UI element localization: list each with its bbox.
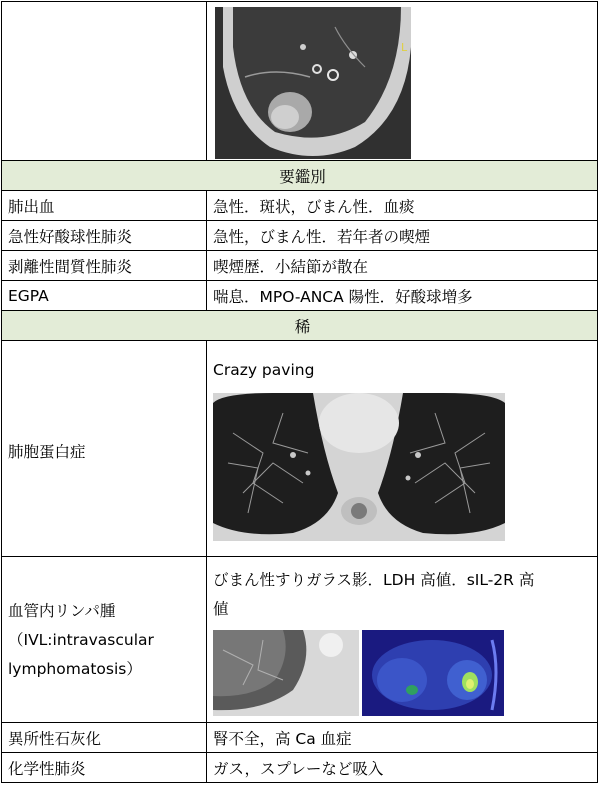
disease-features-cell (207, 341, 598, 557)
disease-features-line: びまん性すりガラス影．LDH 高値．sIL-2R 高 (213, 570, 535, 589)
ct-scan-image-ivl (213, 630, 359, 716)
disease-name: 化学性肺炎 (2, 753, 207, 783)
disease-features: 喘息．MPO-ANCA 陽性．好酸球増多 (207, 281, 598, 311)
top-image-row (2, 2, 598, 161)
disease-features-line: 値 (213, 599, 229, 618)
ct-marker-label: L (401, 40, 408, 54)
disease-name: EGPA (2, 281, 207, 311)
differential-table (1, 1, 598, 783)
ct-scan-image-top (215, 7, 411, 159)
disease-features: 腎不全，高 Ca 血症 (207, 723, 598, 753)
table-row-ivl (2, 557, 598, 723)
disease-name: 急性好酸球性肺炎 (2, 221, 207, 251)
pet-scan-image-ivl (362, 630, 504, 716)
table-row (2, 251, 598, 281)
disease-features: Crazy paving (213, 361, 315, 379)
section-header-rare: 稀 (2, 311, 598, 341)
disease-features: 急性．斑状，びまん性．血痰 (207, 191, 598, 221)
disease-features: 喫煙歴．小結節が散在 (207, 251, 598, 281)
disease-name-line: （IVL:intravascular (8, 631, 154, 649)
table-row (2, 281, 598, 311)
table-row (2, 191, 598, 221)
ct-image-cell (207, 2, 598, 161)
disease-name (2, 341, 207, 557)
disease-features-cell (207, 557, 598, 723)
disease-features: 急性，びまん性．若年者の喫煙 (207, 221, 598, 251)
disease-name-text: 肺胞蛋白症 (8, 443, 86, 461)
disease-name-cell (2, 557, 207, 723)
ct-scan-image-pap (213, 393, 505, 541)
disease-name: 肺出血 (2, 191, 207, 221)
empty-cell (2, 2, 207, 161)
ivl-image-row (213, 630, 597, 716)
section-row-differential (2, 161, 598, 191)
table-row (2, 723, 598, 753)
section-header-differential: 要鑑別 (2, 161, 598, 191)
disease-name: 異所性石灰化 (2, 723, 207, 753)
disease-name-line: 血管内リンパ腫 (8, 602, 116, 620)
disease-features: ガス，スプレーなど吸入 (207, 753, 598, 783)
disease-name: 剥離性間質性肺炎 (2, 251, 207, 281)
table-row (2, 221, 598, 251)
section-row-rare (2, 311, 598, 341)
disease-name-line: lymphomatosis） (8, 660, 142, 678)
table-row (2, 753, 598, 783)
table-row-pap (2, 341, 598, 557)
